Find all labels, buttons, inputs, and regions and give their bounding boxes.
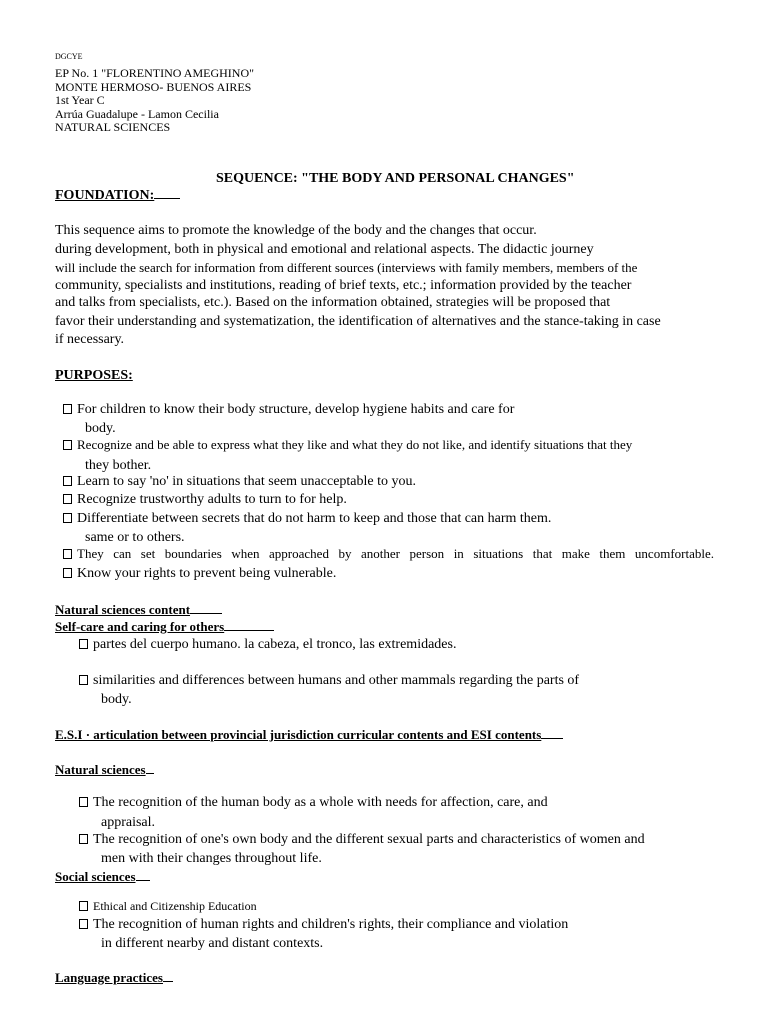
list-item-text: similarities and differences between humans and other mammals regarding the parts of: [93, 673, 580, 688]
content-subheading: [55, 619, 274, 635]
school-name: EP No. 1 "FLORENTINO AMEGHINO": [55, 66, 255, 80]
list-item-continuation: they bother.: [85, 458, 152, 473]
org-label: DGCYE: [55, 52, 83, 61]
list-item: [79, 636, 456, 654]
bullet-icon: [79, 901, 88, 911]
esi-heading: [55, 727, 563, 743]
bullet-icon: [63, 404, 72, 414]
bullet-icon: [79, 834, 88, 844]
list-item: [79, 794, 548, 812]
list-item: [79, 672, 579, 690]
bullet-icon: [79, 675, 88, 685]
bullet-icon: [63, 476, 72, 486]
list-item: [79, 831, 645, 849]
authors: Arrúa Guadalupe - Lamon Cecilia: [55, 106, 219, 121]
language-heading: [55, 970, 173, 986]
heading-underline: [541, 738, 563, 739]
list-item-continuation: appraisal.: [101, 815, 156, 830]
list-item-text: Learn to say 'no' in situations that seem unacceptable to you.: [77, 474, 417, 489]
list-item-text: The recognition of one's own body and the different sexual parts and characteristics of women and: [93, 832, 645, 847]
list-item: [79, 899, 257, 914]
list-item: [63, 546, 714, 562]
foundation-line: during development, both in physical and emotional and relational aspects. The didactic journey: [55, 242, 594, 257]
heading-underline: [224, 630, 274, 631]
bullet-icon: [63, 513, 72, 523]
purposes-heading: PURPOSES:: [55, 368, 133, 383]
list-item-text: Recognize and be able to express what they like and what they do not like, and identify situations that they: [77, 437, 633, 452]
foundation-heading: [55, 187, 180, 205]
list-item: [63, 401, 514, 419]
heading-underline: [163, 981, 173, 982]
heading-underline: [190, 613, 222, 614]
natural-heading: [55, 762, 154, 778]
esi-heading-text: E.S.I · articulation between provincial jurisdiction curricular contents and ESI contents: [55, 727, 542, 742]
list-item-text: For children to know their body structure, develop hygiene habits and care for: [77, 402, 515, 417]
school-year: 1st Year C: [55, 93, 105, 107]
list-item: [63, 491, 347, 509]
page-title: SEQUENCE: "THE BODY AND PERSONAL CHANGES": [216, 171, 575, 186]
bullet-icon: [63, 494, 72, 504]
bullet-icon: [79, 919, 88, 929]
subject: NATURAL SCIENCES: [55, 120, 171, 134]
content-heading-text: Natural sciences content: [55, 602, 191, 617]
list-item-text: The recognition of human rights and children's rights, their compliance and violation: [93, 917, 569, 932]
foundation-heading-text: FOUNDATION:: [55, 188, 155, 203]
bullet-icon: [79, 797, 88, 807]
list-item-text: They can set boundaries when approached by another person in situations that make them uncomfortable.: [77, 546, 714, 561]
social-heading-text: Social sciences: [55, 869, 136, 884]
heading-underline: [136, 880, 150, 881]
list-item-text: Ethical and Citizenship Education: [93, 899, 257, 913]
list-item-continuation: body.: [101, 692, 132, 707]
list-item: [63, 510, 551, 528]
bullet-icon: [63, 568, 72, 578]
bullet-icon: [63, 549, 72, 559]
content-subheading-text: Self-care and caring for others: [55, 619, 225, 634]
social-heading: [55, 869, 150, 885]
foundation-line: will include the search for information from different sources (interviews with family members, members of the: [55, 260, 638, 275]
bullet-icon: [79, 639, 88, 649]
list-item-text: The recognition of the human body as a whole with needs for affection, care, and: [93, 795, 548, 810]
list-item-continuation: same or to others.: [85, 530, 185, 545]
language-heading-text: Language practices: [55, 970, 163, 985]
list-item-continuation: body.: [85, 421, 116, 436]
content-heading: [55, 602, 222, 618]
list-item: [63, 565, 336, 583]
school-location: MONTE HERMOSO- BUENOS AIRES: [55, 79, 252, 94]
foundation-line: favor their understanding and systematization, the identification of alternatives and the stance-taking in case: [55, 314, 661, 329]
list-item-text: Know your rights to prevent being vulnerable.: [77, 566, 337, 581]
heading-underline: [146, 773, 154, 774]
list-item-text: Recognize trustworthy adults to turn to for help.: [77, 492, 347, 507]
heading-underline: [154, 198, 180, 199]
list-item: [63, 437, 632, 453]
list-item: [79, 916, 568, 934]
foundation-line: if necessary.: [55, 332, 125, 347]
bullet-icon: [63, 440, 72, 450]
foundation-line: community, specialists and institutions, reading of brief texts, etc.; information provided by the teacher: [55, 278, 632, 293]
foundation-line: and talks from specialists, etc.). Based on the information obtained, strategies will be proposed that: [55, 295, 611, 310]
list-item-text: partes del cuerpo humano. la cabeza, el tronco, las extremidades.: [93, 637, 457, 652]
list-item-continuation: in different nearby and distant contexts.: [101, 936, 324, 951]
natural-heading-text: Natural sciences: [55, 762, 146, 777]
foundation-line: This sequence aims to promote the knowledge of the body and the changes that occur.: [55, 223, 537, 238]
list-item-continuation: men with their changes throughout life.: [101, 851, 322, 866]
list-item: [63, 473, 416, 491]
list-item-text: Differentiate between secrets that do not harm to keep and those that can harm them.: [77, 511, 552, 526]
